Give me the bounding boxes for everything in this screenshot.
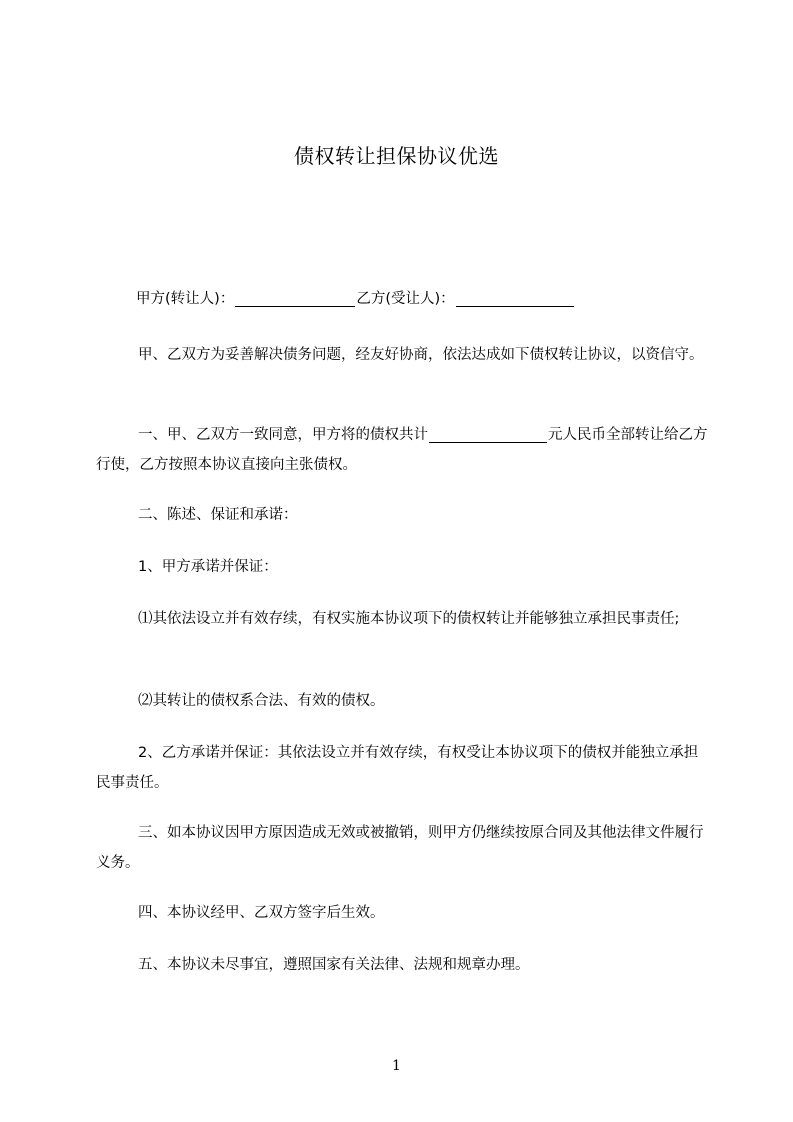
page-number: 1 [392, 1058, 401, 1074]
clause-2-1-item-1: ⑴其依法设立并有效存续，有权实施本协议项下的债权转让并能够独立承担民事责任; [138, 611, 680, 627]
party-b-label: 乙方(受让人)： [356, 291, 455, 307]
party-a-label: 甲方(转让人)： [136, 291, 235, 307]
clause-3: 三、如本协议因甲方原因造成无效或被撤销，则甲方仍继续按原合同及其他法律文件履行义务。 [96, 825, 704, 871]
parties-line [136, 284, 716, 314]
clause-1 [96, 420, 710, 480]
clause-1-before: 一、甲、乙双方一致同意，甲方将的债权共计 [138, 427, 428, 443]
clause-2-2: 2、乙方承诺并保证：其依法设立并有效存续，有权受让本协议项下的债权并能独立承担民事责任。 [96, 745, 699, 791]
clause-1-after: 元人民币全部转让给乙方行使，乙方按照本协议直接向主张债权。 [96, 427, 708, 473]
party-a-blank [235, 290, 355, 307]
clause-2-heading: 二、陈述、保证和承诺： [138, 507, 298, 523]
clause-5: 五、本协议未尽事宜，遵照国家有关法律、法规和规章办理。 [138, 957, 530, 973]
party-b-blank [456, 290, 574, 307]
clause-4: 四、本协议经甲、乙双方签字后生效。 [138, 905, 385, 921]
document-title: 债权转让担保协议优选 [294, 144, 499, 168]
intro-paragraph: 甲、乙双方为妥善解决债务问题，经友好协商，依法达成如下债权转让协议，以资信守。 [138, 347, 704, 363]
amount-blank [429, 426, 547, 443]
clause-2-1-heading: 1、甲方承诺并保证： [138, 559, 278, 575]
clause-2-1-item-2: ⑵其转让的债权系合法、有效的债权。 [138, 693, 385, 709]
